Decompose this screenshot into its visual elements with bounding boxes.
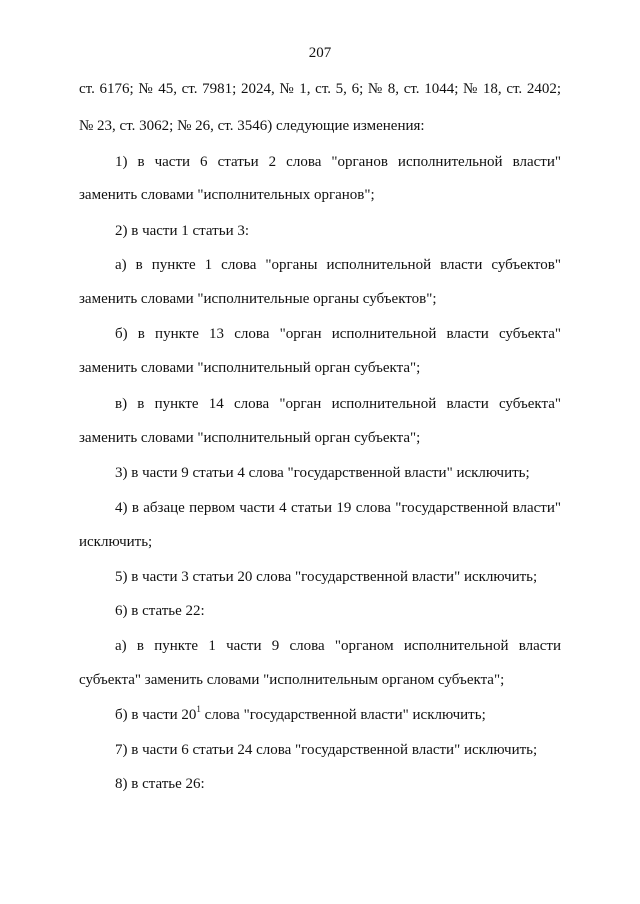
text-line — [115, 706, 561, 724]
text-line: 2) в части 1 статьи 3: — [115, 223, 250, 239]
text-fragment: слова "государственной власти" исключить; — [200, 707, 486, 723]
text-line: № 23, ст. 3062; № 26, ст. 3546) следующие изменения: — [79, 118, 425, 134]
text-line: 5) в части 3 статьи 20 слова "государственной власти" исключить; — [115, 569, 538, 585]
text-fragment: б) в части 20 — [115, 707, 197, 723]
text-line: субъекта" заменить словами "исполнительным органом субъекта"; — [79, 672, 505, 688]
text-line: а) в пункте 1 слова "органы исполнительной власти субъектов" — [115, 257, 561, 273]
text-line: 7) в части 6 статьи 24 слова "государственной власти" исключить; — [115, 742, 538, 758]
text-line: заменить словами "исполнительных органов"; — [79, 187, 375, 203]
text-line: заменить словами "исполнительный орган субъекта"; — [79, 360, 421, 376]
text-line: ст. 6176; № 45, ст. 7981; 2024, № 1, ст. 5, 6; № 8, ст. 1044; № 18, ст. 2402; — [79, 81, 561, 97]
page-number: 207 — [308, 45, 332, 61]
text-line: 1) в части 6 статьи 2 слова "органов исполнительной власти" — [115, 154, 561, 170]
text-line: заменить словами "исполнительные органы субъектов"; — [79, 291, 437, 307]
text-line: а) в пункте 1 части 9 слова "органом исполнительной власти — [115, 638, 561, 654]
text-line: в) в пункте 14 слова "орган исполнительной власти субъекта" — [115, 396, 561, 412]
text-line: 8) в статье 26: — [115, 776, 205, 792]
text-line: 4) в абзаце первом части 4 статьи 19 слова "государственной власти" — [115, 500, 561, 516]
text-line: 6) в статье 22: — [115, 603, 205, 619]
text-line: исключить; — [79, 534, 153, 550]
text-line: 3) в части 9 статьи 4 слова "государственной власти" исключить; — [115, 465, 530, 481]
superscript: 1 — [196, 704, 201, 714]
text-line: заменить словами "исполнительный орган субъекта"; — [79, 430, 421, 446]
text-line: б) в пункте 13 слова "орган исполнительной власти субъекта" — [115, 326, 561, 342]
